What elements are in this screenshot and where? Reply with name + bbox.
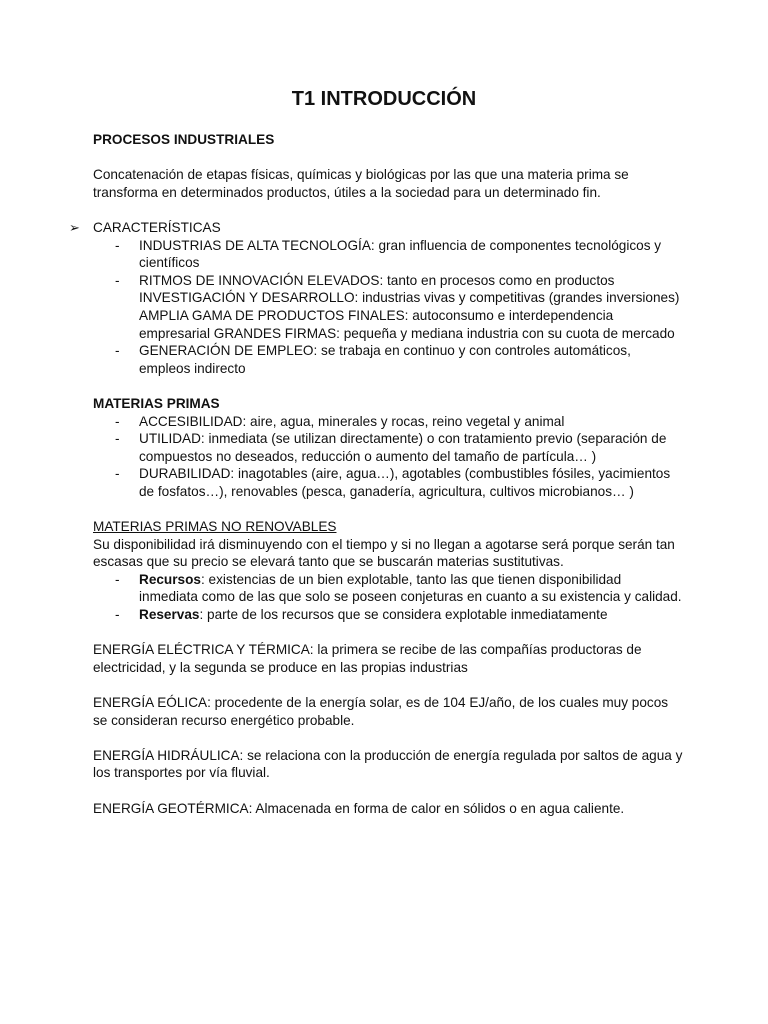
list-item: - INDUSTRIAS DE ALTA TECNOLOGÍA: gran influencia de componentes tecnológicos y científicos <box>115 237 662 271</box>
materias-list <box>93 413 683 501</box>
dash-bullet: - <box>115 466 120 482</box>
term-recursos: Recursos <box>139 571 201 587</box>
paragraph-energia-geotermica: ENERGÍA GEOTÉRMICA: Almacenada en forma de calor en sólidos o en agua caliente. <box>93 800 625 816</box>
caracteristicas-list <box>93 237 683 378</box>
paragraph-energia-hidraulica: ENERGÍA HIDRÁULICA: se relaciona con la producción de energía regulada por saltos de agua y los transportes por vía fluvial. <box>93 747 683 781</box>
arrow-bullet-icon: ➢ <box>69 219 80 235</box>
section-heading-no-renovables: MATERIAS PRIMAS NO RENOVABLES <box>93 519 337 535</box>
page-title: T1 INTRODUCCIÓN <box>291 88 477 110</box>
list-item: - Reservas: parte de los recursos que se considera explotable inmediatamente <box>115 607 608 623</box>
dash-bullet: - <box>115 272 120 288</box>
dash-bullet: - <box>115 607 120 623</box>
no-renovables-list <box>93 571 683 624</box>
list-item: - DURABILIDAD: inagotables (aire, agua…), agotables (combustibles fósiles, yacimientos de fosfatos…), renovables (pesca, ganadería, agricultura, cultivos microbianos… ) <box>115 466 671 499</box>
dash-bullet: - <box>115 343 120 359</box>
paragraph-energia-eolica: ENERGÍA EÓLICA: procedente de la energía solar, es de 104 EJ/año, de los cuales muy pocos se consideran recurso energético probable. <box>93 695 669 728</box>
dash-bullet: - <box>115 413 120 429</box>
list-item: - ACCESIBILIDAD: aire, agua, minerales y rocas, reino vegetal y animal <box>115 413 565 429</box>
list-item: - Recursos: existencias de un bien explotable, tanto las que tienen disponibilidad inmediata como de las que solo se poseen conjeturas en cuanto a su existencia y calidad. <box>115 571 682 605</box>
dash-bullet: - <box>115 431 120 447</box>
caracteristicas-section <box>69 219 683 237</box>
list-item: - UTILIDAD: inmediata (se utilizan directamente) o con tratamiento previo (separación de compuestos no deseados, reducción o aumento del tamaño de partícula… ) <box>115 431 667 464</box>
list-item: - GENERACIÓN DE EMPLEO: se trabaja en continuo y con controles automáticos, empleos indirecto <box>115 343 631 376</box>
section-heading-materias: MATERIAS PRIMAS <box>93 395 220 411</box>
dash-bullet: - <box>115 571 120 587</box>
list-item: - RITMOS DE INNOVACIÓN ELEVADOS: tanto en procesos como en productos INVESTIGACIÓN Y DESARROLLO: industrias vivas y competitivas (grandes inversiones) AMPLIA GAMA DE PRODUCTOS FINALES: autoconsumo e interdependencia empresarial GRANDES FIRMAS: pequeña y mediana industria con su cuota de mercado <box>115 272 680 341</box>
document-body <box>69 131 683 817</box>
section-heading-caracteristicas: CARACTERÍSTICAS <box>93 219 221 235</box>
term-reservas: Reservas <box>139 607 200 623</box>
paragraph-no-renovables: Su disponibilidad irá disminuyendo con el tiempo y si no llegan a agotarse será porque serán tan escasas que su precio se elevará tanto que se buscarán materias sustitutivas. <box>93 536 675 570</box>
dash-bullet: - <box>115 237 120 253</box>
paragraph-energia-electrica: ENERGÍA ELÉCTRICA Y TÉRMICA: la primera se recibe de las compañías productoras de electricidad, y la segunda se produce en las propias industrias <box>93 642 642 675</box>
paragraph-procesos: Concatenación de etapas físicas, químicas y biológicas por las que una materia prima se transforma en determinados productos, útiles a la sociedad para un determinado fin. <box>93 167 629 200</box>
section-heading-procesos: PROCESOS INDUSTRIALES <box>93 132 275 147</box>
